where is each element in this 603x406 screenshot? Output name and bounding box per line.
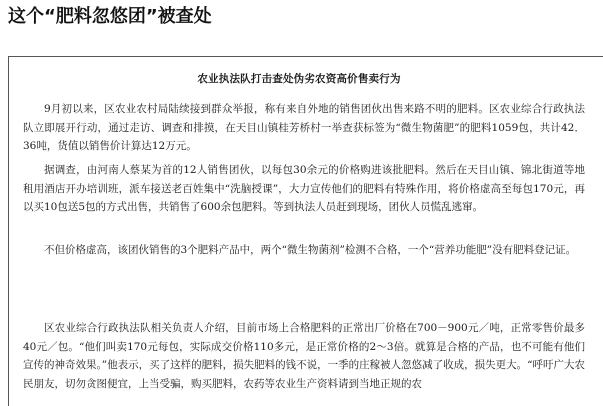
document-paragraph-2: 据调查，由河南人蔡某为首的12人销售团伙，以每包30余元的价格购进该批肥料。然后在天目山镇、锦北街道等地租用酒店开办培训班，派车接送老百姓集中“洗脑授课”，大力宣传他们的肥料有特殊作用，将价格虚高至每包170元，再以买10包送5包的方式出售，共销售了600余包肥料。等到执法人员赶到现场，团伙人员慌乱逃窜。 [23,164,585,213]
document-paragraph-1: 9月初以来，区农业农村局陆续接到群众举报，称有来自外地的销售团伙出售来路不明的肥料。区农业综合行政执法队立即展开行动，通过走访、调查和排摸，在天目山镇桂芳桥村一举查获标签为“微生物菌肥”的肥料1059包，共计42．36吨，货值以销售价计算达12万元。 [23,103,585,152]
document-title: 农业执法队打击查处伪劣农资高价售卖行为 [197,73,401,85]
article-headline: 这个“肥料忽悠团”被查处 [8,6,212,27]
document-paragraph-4: 区农业综合行政执法队相关负责人介绍，目前市场上合格肥料的正常出厂价格在700－900元／吨，正常零售价最多40元／包。“他们叫卖170元每包，实际成交价格110多元，是正常价格的2～3倍。就算是合格的产品，也不可能有他们宣传的神奇效果。”他表示，买了这样的肥料，损失肥料的钱不说，一季的庄稼被人忽悠减了收成，损失更大。“呼吁广大农民朋友，切勿贪图便宜，上当受骗，购买肥料，农药等农业生产资料请到当地正规的农 [23,322,585,390]
document-paragraph-3: 不但价格虚高，该团伙销售的3个肥料产品中，两个“微生物菌剂”检测不合格，一个“营养功能肥”没有肥料登记证。 [44,244,577,256]
document-image [8,56,603,406]
